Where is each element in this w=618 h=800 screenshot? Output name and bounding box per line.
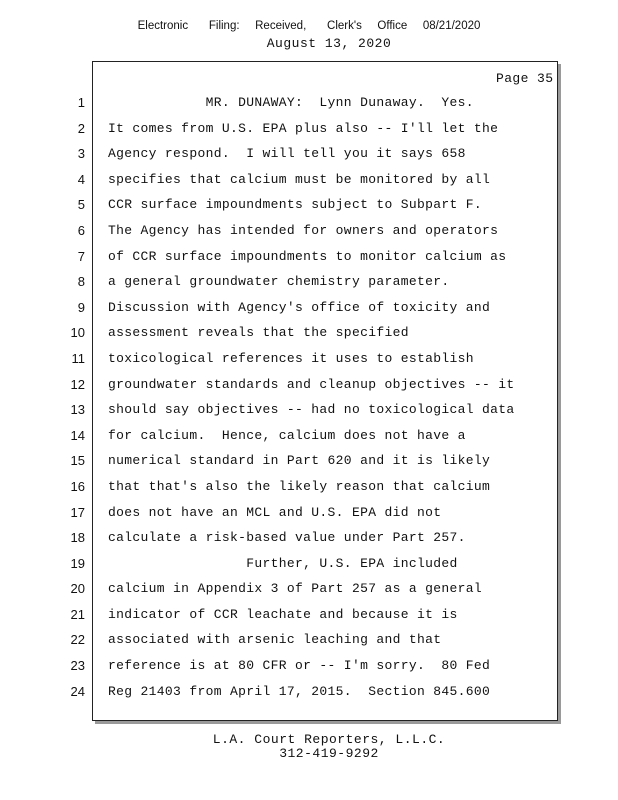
line-number: 19	[70, 555, 85, 571]
transcript-line: The Agency has intended for owners and operators	[108, 222, 499, 238]
transcript-line: indicator of CCR leachate and because it is	[108, 606, 458, 622]
transcript-line: a general groundwater chemistry parameter.	[108, 274, 450, 290]
transcript-line: Reg 21403 from April 17, 2015. Section 845.600	[108, 683, 491, 699]
transcript-line: specifies that calcium must be monitored by all	[108, 171, 491, 187]
reporter-phone: 312-419-9292	[279, 746, 379, 761]
line-number: 11	[71, 350, 85, 366]
transcript-line: numerical standard in Part 620 and it is likely	[108, 453, 491, 469]
transcript-line: of CCR surface impoundments to monitor calcium as	[108, 248, 507, 264]
transcript-line: toxicological references it uses to establish	[108, 350, 474, 366]
line-number: 12	[70, 376, 85, 392]
reporter-footer	[0, 733, 618, 761]
electronic-filing-stamp: Electronic Filing: Received, Clerk's Office 08/21/2020	[137, 20, 481, 32]
transcript-line: reference is at 80 CFR or -- I'm sorry. 80 Fed	[108, 658, 491, 674]
line-number: 2	[77, 120, 85, 136]
line-number-column	[60, 93, 85, 707]
line-number: 14	[70, 427, 85, 443]
line-number: 22	[70, 632, 85, 648]
transcript-line: calcium in Appendix 3 of Part 257 as a general	[108, 581, 483, 597]
transcript-line: calculate a risk-based value under Part 257.	[108, 530, 466, 546]
line-number: 3	[77, 146, 85, 162]
transcript-line: Agency respond. I will tell you it says 658	[108, 146, 466, 162]
line-number: 9	[77, 299, 85, 315]
line-number: 20	[70, 581, 85, 597]
transcript-line: should say objectives -- had no toxicological data	[108, 402, 515, 418]
page-number: Page 35	[496, 71, 554, 86]
line-number: 21	[70, 606, 85, 622]
line-number: 10	[70, 325, 85, 341]
line-number: 18	[70, 530, 85, 546]
line-number: 24	[70, 683, 85, 699]
transcript-line: does not have an MCL and U.S. EPA did not	[108, 504, 442, 520]
reporter-company: L.A. Court Reporters, L.L.C.	[212, 732, 446, 747]
transcript-line: for calcium. Hence, calcium does not have a	[108, 427, 466, 443]
line-number: 7	[77, 248, 85, 264]
transcript-line: Further, U.S. EPA included	[108, 555, 458, 571]
transcript-line: that that's also the likely reason that calcium	[108, 478, 491, 494]
transcript-line: It comes from U.S. EPA plus also -- I'll let the	[108, 120, 499, 136]
line-number: 4	[77, 171, 85, 187]
transcript-line: groundwater standards and cleanup objectives -- it	[108, 376, 515, 392]
transcript-line: CCR surface impoundments subject to Subpart F.	[108, 197, 483, 213]
transcript-line: associated with arsenic leaching and that	[108, 632, 442, 648]
line-number: 17	[70, 504, 85, 520]
line-number: 6	[77, 222, 85, 238]
line-number: 8	[77, 274, 85, 290]
transcript-line: assessment reveals that the specified	[108, 325, 409, 341]
line-number: 23	[70, 658, 85, 674]
hearing-date: August 13, 2020	[266, 36, 392, 51]
line-number: 13	[70, 402, 85, 418]
transcript-text	[108, 93, 548, 707]
line-number: 5	[77, 197, 85, 213]
transcript-line: Discussion with Agency's office of toxicity and	[108, 299, 491, 315]
line-number: 1	[77, 95, 85, 110]
line-number: 15	[70, 453, 85, 469]
line-number: 16	[70, 478, 85, 494]
transcript-line: MR. DUNAWAY: Lynn Dunaway. Yes.	[108, 95, 474, 110]
